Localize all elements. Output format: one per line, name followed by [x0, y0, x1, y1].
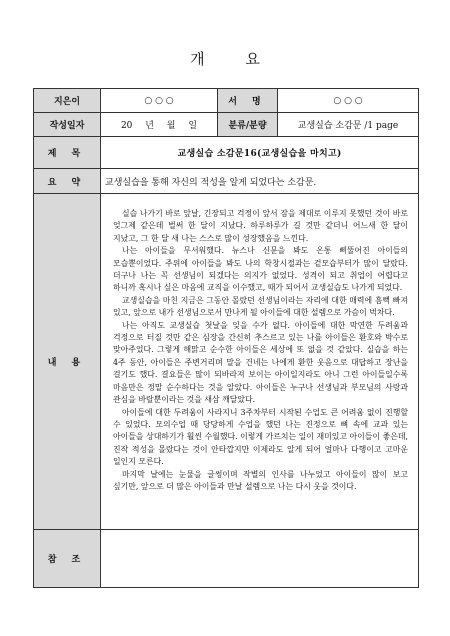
subject-label: 제 목 — [34, 137, 101, 169]
row-content — [34, 194, 419, 530]
date-label: 작성일자 — [34, 113, 101, 137]
content-paragraph: 나는 아이들을 무서워했다. 뉴스나 신문을 봐도 온통 삐뚤어진 아이들의 모습뿐이었다. 주위에 아이들을 봐도 나의 학창시절과는 겉모습부터가 많이 달랐다. 더구나 나는 꼭 선생님이 되겠다는 의지가 없었다. 성격이 되고 취업이 어렵다고 하니까 혹시나 싶은 마음에 교직을 이수했고, 때가 되어서 교생실습도 나가게 되었다. — [113, 246, 408, 293]
row-subject — [34, 137, 419, 169]
content-paragraph: 나는 아직도 교생실습 첫날을 잊을 수가 없다. 아이들에 대한 막연한 두려움과 걱정으로 터질 것만 같은 심장을 간신히 추스르고 있는 나를 아이들은 환호와 박수로 맞아주었다. 그렇게 해맑고 순수한 아이들은 세상에 또 없을 것 같았다. 실습을 하는 4주 동안, 아이들은 주변거리며 말을 건네는 나에게 환한 웃음으로 대답하고 장난을 걸기도 했다. 결요들은 많이 되바라져 보이는 아이일지라도 아니 그런 아이들일수록 마음만은 정말 순수하다는 것을 알았다. 아이들은 누구나 선생님과 부모님의 사랑과 관심을 바랄뿐이라는 것을 새삼 깨달았다. — [113, 320, 408, 405]
content-body — [101, 194, 419, 530]
summary-form-table — [33, 88, 419, 588]
content-paragraph: 아이들에 대한 두려움이 사라지니 3주차부터 시작된 수업도 큰 어려움 없이 진행할 수 있었다. 모의수업 때 당당하게 수업을 했던 나는 진정으로 뼈 속에 교과 있는 아이들을 상대하기가 훨씬 수월했다. 이렇게 가르치는 일이 재미있고 아이들이 좋은데, 진작 적성을 몰랐다는 것이 안타깝지만 이제라도 알게 되어 얼마나 다행이고 고마운 일인지 모른다. — [113, 407, 408, 467]
author-label: 지은이 — [34, 89, 101, 113]
row-author — [34, 89, 419, 113]
reference-value — [101, 530, 419, 588]
date-value: 20 년 월 일 — [101, 113, 218, 137]
row-summary — [34, 169, 419, 194]
book-title-label: 서 명 — [218, 89, 278, 113]
row-reference — [34, 530, 419, 588]
book-title-value: ○ ○ ○ — [278, 89, 419, 113]
category-label: 분류/분량 — [218, 113, 278, 137]
summary-value: 교생실습을 통해 자신의 적성을 알게 되었다는 소감문. — [101, 169, 419, 194]
content-paragraph: 마지막 날에는 눈물을 글썽이며 작별의 인사를 나누었고 아이들이 많이 보고 싶기만, 앞으로 더 많은 아이들과 만날 설렘으로 나는 다시 웃을 것이다. — [113, 469, 408, 491]
content-label: 내 용 — [34, 194, 101, 530]
category-value: 교생실습 소감문 /1 page — [278, 113, 419, 137]
document-title: 개 요 — [190, 50, 278, 68]
subject-value: 교생실습 소감문16(교생실습을 마치고) — [101, 137, 419, 169]
row-date — [34, 113, 419, 137]
content-paragraph: 실습 나가기 바로 앞날, 긴장되고 걱정이 앞서 잠을 제대로 이루지 못했던 것이 바로 엊그제 같은데 벌써 한 달이 지났다. 하루하루가 길 것만 같더니 어느새 한 달이 지났고, 그 한 달 새 나는 스스로 많이 성장했음을 느낀다. — [113, 209, 408, 243]
summary-label: 요 약 — [34, 169, 101, 194]
author-value: ○ ○ ○ — [101, 89, 218, 113]
reference-label: 참 조 — [34, 530, 101, 588]
content-paragraph: 교생실습을 마친 지금은 그동안 몰랐던 선생님이라는 자리에 대한 매력에 흠뻑 빠져 있고, 앞으로 내가 선생님으로서 만나게 될 아이들에 대한 설렘으로 가슴이 벅차다. — [113, 295, 408, 318]
